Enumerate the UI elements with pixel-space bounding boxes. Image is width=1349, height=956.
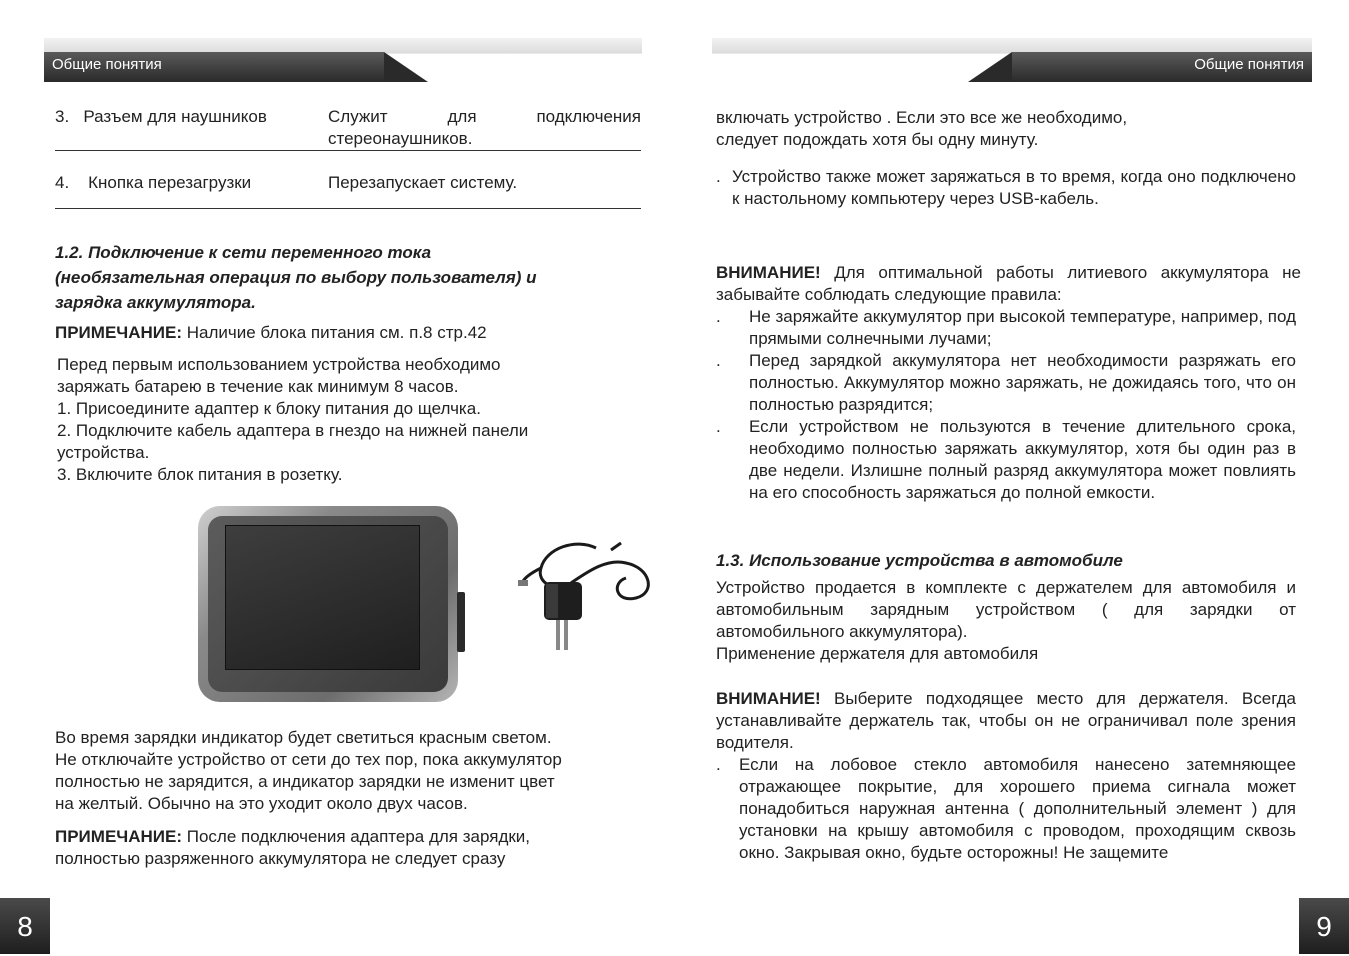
- left-header-bar: [44, 38, 642, 82]
- left-header-title: Общие понятия: [52, 56, 162, 73]
- warning-label: ВНИМАНИЕ!: [716, 689, 821, 708]
- tablet-device-image: [198, 506, 458, 702]
- right-header-title: Общие понятия: [1194, 56, 1304, 73]
- row-name: Разъем для наушников: [83, 107, 267, 126]
- warning-2: ВНИМАНИЕ! Выберите подходящее место для держателя. Всегда устанавливайте держатель так, чтобы он не ограничивал поле зрения водителя.: [716, 689, 1296, 752]
- note-1: ПРИМЕЧАНИЕ: Наличие блока питания см. п.8 стр.42: [55, 323, 487, 342]
- right-header-bar: [712, 38, 1312, 82]
- row-desc-line1: Служит для подключения: [328, 107, 641, 126]
- warning-2-bullet: . Если на лобовое стекло автомобиля нанесено затемняющее отражающее покрытие, для хорошего приема сигнала может понадобиться наружная антенна ( дополнительный элемент ) для установки на крышу автомобиля с проводом, проходящим сквозь окно. Закрывая окно, будьте осторожны! Не защемите: [716, 755, 1296, 862]
- continued-paragraph: включать устройство . Если это все же необходимо, следует подождать хотя бы одну минуту.: [716, 108, 1128, 149]
- charging-paragraph: Во время зарядки индикатор будет светиться красным светом. Не отключайте устройство от сети до тех пор, пока аккумулятор полностью не зарядится, а индикатор зарядки не изменит цвет на желтый. Обычно на это уходит около двух часов.: [55, 728, 562, 813]
- left-page: [0, 0, 674, 954]
- intro-paragraph: Перед первым использованием устройства необходимо заряжать батарею в течение как минимум 8 часов. 1. Присоедините адаптер к блоку питания до щелчка. 2. Подключите кабель адаптера в гнездо на нижней панели устройства. 3. Включите блок питания в розетку.: [57, 355, 529, 484]
- warning-1-list: [716, 306, 1296, 504]
- list-item: . Перед зарядкой аккумулятора нет необходимости разряжать его полностью. Аккумулятор можно заряжать, не дожидаясь того, что он полностью разрядится;: [716, 351, 1296, 414]
- row-desc-line2: стереонаушников.: [328, 129, 473, 148]
- section-heading-1-2: 1.2. Подключение к сети переменного тока (необязательная операция по выбору пользователя) и зарядка аккумулятора.: [55, 243, 537, 312]
- usb-bullet: . Устройство также может заряжаться в то время, когда оно подключено к настольному компьютеру через USB-кабель.: [716, 167, 1296, 208]
- row-number: 4.: [55, 173, 70, 192]
- note-label: ПРИМЕЧАНИЕ:: [55, 323, 182, 342]
- note-2: ПРИМЕЧАНИЕ: После подключения адаптера для зарядки, полностью разряженного аккумулятора не следует сразу: [55, 827, 531, 868]
- page-number-right: 9: [1299, 898, 1349, 954]
- list-item: . Не заряжайте аккумулятор при высокой температуре, например, под прямыми солнечными лучами;: [716, 307, 1296, 348]
- tablet-screen: [225, 525, 420, 670]
- components-table: [55, 106, 641, 209]
- right-page: [674, 0, 1349, 954]
- table-row: [55, 106, 641, 151]
- list-item: . Если устройством не пользуются в течение длительного срока, необходимо полностью заряжать аккумулятор, хотя бы один раз в две недели. Излишне полный разряд аккумулятора может повлиять на его способность заряжаться до полной емкости.: [716, 417, 1296, 502]
- row-number: 3.: [55, 107, 70, 126]
- page-number-left: 8: [0, 898, 50, 954]
- table-row: [55, 151, 641, 209]
- warning-1: ВНИМАНИЕ! Для оптимальной работы литиевого аккумулятора не забывайте соблюдать следующие правила:: [716, 263, 1301, 304]
- car-paragraph: Устройство продается в комплекте с держателем для автомобиля и автомобильным зарядным устройством ( для зарядки от автомобильного аккумулятора). Применение держателя для автомобиля: [716, 578, 1296, 663]
- section-heading-1-3: 1.3. Использование устройства в автомобиле: [716, 551, 1123, 570]
- charger-adapter-image: [516, 538, 661, 658]
- row-name: Кнопка перезагрузки: [88, 173, 252, 192]
- warning-label: ВНИМАНИЕ!: [716, 263, 821, 282]
- note-label: ПРИМЕЧАНИЕ:: [55, 827, 182, 846]
- row-desc-line1: Перезапускает систему.: [328, 173, 518, 192]
